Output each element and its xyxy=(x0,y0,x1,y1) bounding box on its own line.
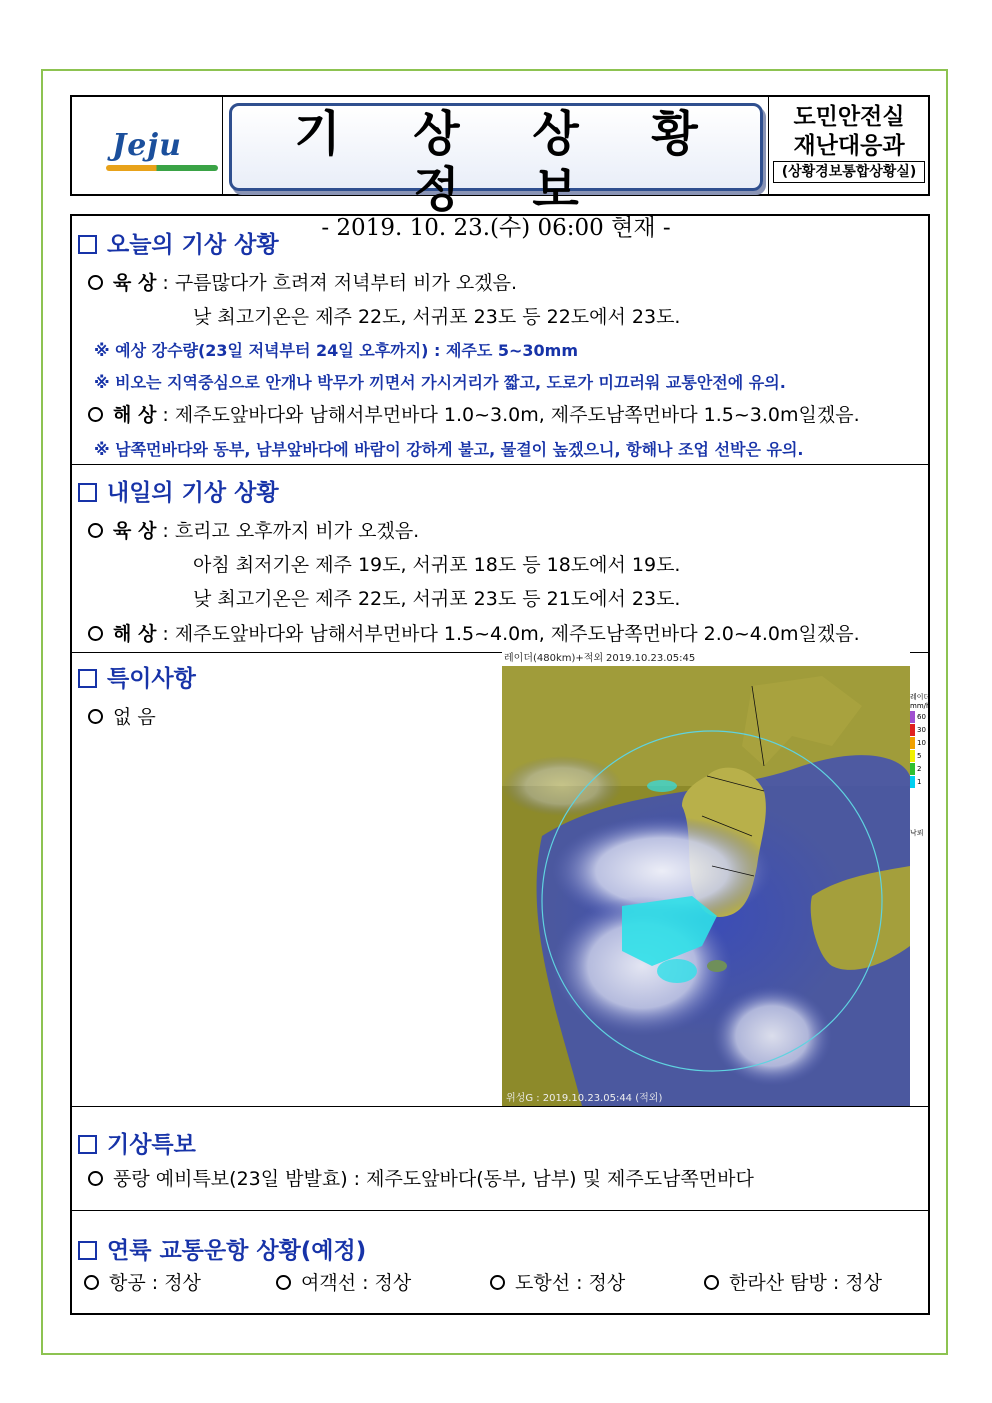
legend-entry xyxy=(910,762,932,775)
legend-label: 1 xyxy=(917,777,922,786)
legend-swatch xyxy=(910,763,915,775)
radar-caption-left: 레이더(480km)+적외 xyxy=(504,653,604,664)
logo-swoosh xyxy=(106,165,218,171)
circle-bullet-icon xyxy=(88,626,103,641)
traffic-heading: 연륙 교통운항 상황(예정) xyxy=(78,1232,366,1265)
circle-bullet-icon xyxy=(88,275,103,290)
checkbox-square-icon xyxy=(78,1135,97,1154)
tomorrow-sea-line1: 해 상 : 제주도앞바다와 남해서부먼바다 1.5~4.0m, 제주도남쪽먼바다 2.0~4.0m일겠음. xyxy=(88,619,860,646)
today-land-line1: 육 상 : 구름많다가 흐려져 저녁부터 비가 오겠음. xyxy=(88,268,517,295)
legend-swatch xyxy=(910,724,915,736)
jeju-logo xyxy=(112,128,182,163)
circle-bullet-icon xyxy=(88,407,103,422)
legend-swatch xyxy=(910,776,915,788)
legend-swatch xyxy=(910,711,915,723)
legend-entry xyxy=(910,736,932,749)
circle-bullet-icon xyxy=(84,1275,99,1290)
main-table xyxy=(70,214,930,1315)
radar-legend xyxy=(910,692,932,892)
dept-line2: 재난대응과 xyxy=(793,133,905,159)
circle-bullet-icon xyxy=(704,1275,719,1290)
tomorrow-land-line3: 낮 최고기온은 제주 22도, 서귀포 23도 등 21도에서 23도. xyxy=(193,588,681,610)
title-box xyxy=(229,103,763,241)
divider xyxy=(72,1210,928,1211)
circle-bullet-icon xyxy=(88,523,103,538)
checkbox-square-icon xyxy=(78,1241,97,1260)
logo-text: Jeju xyxy=(112,128,182,163)
radar-caption-time: 2019.10.23.05:45 xyxy=(606,653,696,664)
page-title: 기 상 상 황 정 보 xyxy=(294,106,726,218)
department-cell xyxy=(768,97,929,194)
satellite-map xyxy=(502,666,910,1106)
today-note3: ※ 남쪽먼바다와 동부, 남부앞바다에 바람이 강하게 불고, 물결이 높겠으니, 항해나 조업 선박은 유의. xyxy=(94,440,804,459)
legend-label: 30 xyxy=(917,725,926,734)
legend-entry xyxy=(910,775,932,788)
page-subtitle: - 2019. 10. 23.(수) 06:00 현재 - xyxy=(321,215,671,241)
warning-item: 풍랑 예비특보(23일 밤발효) : 제주도앞바다(동부, 남부) 및 제주도남쪽먼바다 xyxy=(88,1164,754,1191)
legend-label: 60 xyxy=(917,712,926,721)
legend-items xyxy=(910,710,932,788)
legend-entry xyxy=(910,710,932,723)
legend-extra: 낙뢰 xyxy=(910,829,924,837)
today-land-line2: 낮 최고기온은 제주 22도, 서귀포 23도 등 22도에서 23도. xyxy=(193,306,681,328)
today-heading: 오늘의 기상 상황 xyxy=(78,226,279,259)
legend-title: 레이더 xyxy=(910,693,931,701)
traffic-hallasan: 한라산 탐방 : 정상 xyxy=(704,1268,882,1295)
checkbox-square-icon xyxy=(78,669,97,688)
circle-bullet-icon xyxy=(88,1171,103,1186)
dept-line1: 도민안전실 xyxy=(793,104,905,130)
legend-swatch xyxy=(910,750,915,762)
tomorrow-land-line2: 아침 최저기온 제주 19도, 서귀포 18도 등 18도에서 19도. xyxy=(193,554,681,576)
legend-label: 2 xyxy=(917,764,922,773)
legend-unit: mm/h xyxy=(910,702,931,710)
dept-line3: (상황경보통합상황실) xyxy=(773,161,925,183)
traffic-boat: 도항선 : 정상 xyxy=(490,1268,625,1295)
divider xyxy=(72,464,928,465)
legend-label: 10 xyxy=(917,738,926,747)
checkbox-square-icon xyxy=(78,483,97,502)
warning-heading: 기상특보 xyxy=(78,1126,196,1159)
checkbox-square-icon xyxy=(78,235,97,254)
logo-cell xyxy=(72,97,223,194)
radar-satellite-image xyxy=(502,652,910,1106)
tomorrow-land-line1: 육 상 : 흐리고 오후까지 비가 오겠음. xyxy=(88,516,419,543)
header xyxy=(70,95,930,241)
legend-entry xyxy=(910,723,932,736)
legend-label: 5 xyxy=(917,751,922,760)
radar-caption xyxy=(502,652,910,666)
circle-bullet-icon xyxy=(88,709,103,724)
traffic-air: 항공 : 정상 xyxy=(84,1268,201,1295)
special-item: 없 음 xyxy=(88,702,156,729)
today-note1: ※ 예상 강수량(23일 저녁부터 24일 오후까지) : 제주도 5~30mm xyxy=(94,341,579,360)
traffic-ferry: 여객선 : 정상 xyxy=(276,1268,411,1295)
legend-swatch xyxy=(910,737,915,749)
today-note2: ※ 비오는 지역중심으로 안개나 박무가 끼면서 가시거리가 짧고, 도로가 미끄러워 교통안전에 유의. xyxy=(94,373,786,392)
special-heading: 특이사항 xyxy=(78,660,196,693)
today-sea-line1: 해 상 : 제주도앞바다와 남해서부먼바다 1.0~3.0m, 제주도남쪽먼바다 1.5~3.0m일겠음. xyxy=(88,400,860,427)
tomorrow-heading: 내일의 기상 상황 xyxy=(78,474,279,507)
legend-entry xyxy=(910,749,932,762)
radar-bottom-caption: 위성G : 2019.10.23.05:44 (적외) xyxy=(506,1093,663,1104)
circle-bullet-icon xyxy=(276,1275,291,1290)
divider xyxy=(72,1106,928,1107)
circle-bullet-icon xyxy=(490,1275,505,1290)
